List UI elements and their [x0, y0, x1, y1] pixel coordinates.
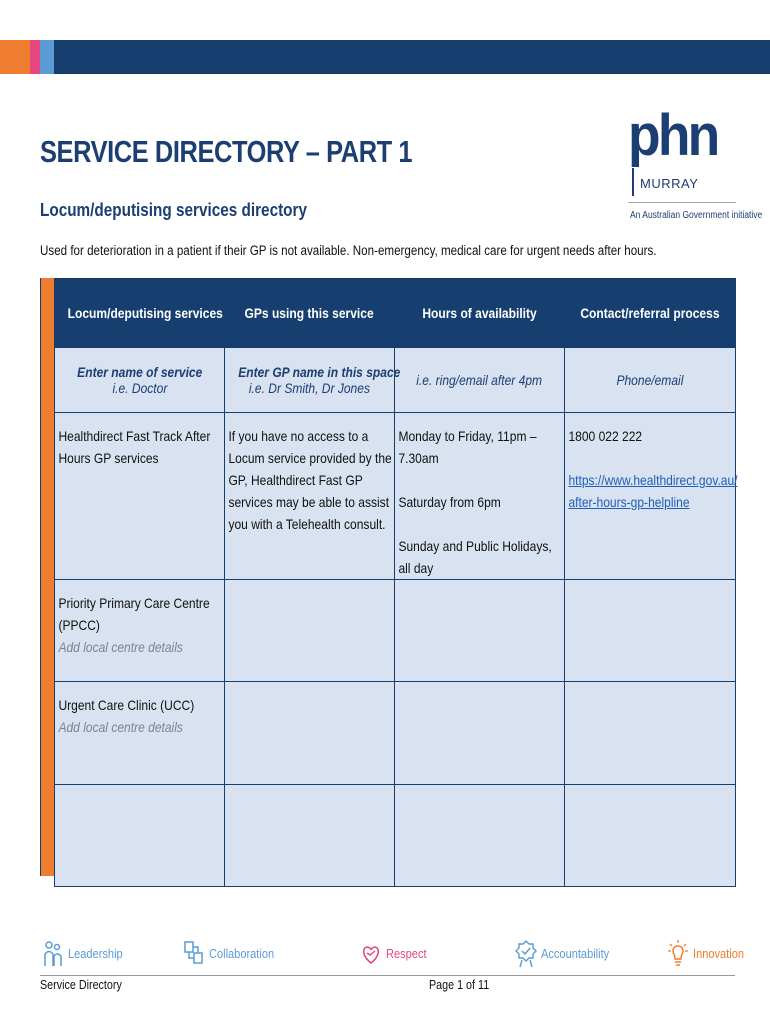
value-collaboration: Collaboration [183, 934, 286, 972]
footer-page-number: Page 1 of 11 [429, 978, 490, 992]
logo-region: MURRAY [640, 176, 699, 191]
guide-contact-cell[interactable]: Phone/email [565, 348, 736, 413]
logo-bar [632, 168, 634, 196]
column-header-service: Locum/deputising services [55, 279, 225, 348]
row1-gps: If you have no access to a Locum service provided by the GP, Healthdirect Fast GP services may be able to assist you with a Telehealth consult. [228, 428, 392, 532]
band-pink [30, 40, 40, 74]
row4-contact-cell[interactable] [565, 785, 736, 887]
column-header-gps: GPs using this service [225, 279, 395, 348]
row1-hours-sunday: Sunday and Public Holidays, all day [398, 538, 552, 576]
respect-icon [360, 938, 382, 968]
row4-hours-cell[interactable] [395, 785, 565, 887]
row1-hours-cell[interactable] [395, 413, 565, 580]
value-innovation: Innovation [667, 934, 753, 972]
row4-gps-cell[interactable] [225, 785, 395, 887]
footer-document-name: Service Directory [40, 978, 122, 992]
row3-service: Urgent Care Clinic (UCC) [58, 697, 195, 713]
column-header-hours: Hours of availability [395, 279, 565, 348]
values-strip [40, 934, 744, 972]
row2-hours-cell[interactable] [395, 580, 565, 682]
guide-hours-cell[interactable]: i.e. ring/email after 4pm [395, 348, 565, 413]
guide-gp-cell[interactable]: Enter GP name in this space i.e. Dr Smith, Dr Jones [225, 348, 395, 413]
row2-contact-cell[interactable] [565, 580, 736, 682]
intro-text: Used for deterioration in a patient if their GP is not available. Non-emergency, medical care for urgent needs after hours. [40, 243, 657, 258]
row3-hours-cell[interactable] [395, 682, 565, 785]
row1-gps-cell[interactable] [225, 413, 395, 580]
healthdirect-link-line1[interactable]: https://www.healthdirect.gov.au/ [568, 472, 738, 488]
phn-murray-logo [628, 103, 763, 221]
row1-service: Healthdirect Fast Track After Hours GP services [58, 428, 211, 466]
collaboration-icon [183, 938, 205, 968]
value-leadership: Leadership [42, 934, 132, 972]
row1-phone: 1800 022 222 [568, 428, 643, 444]
column-header-contact: Contact/referral process [565, 279, 736, 348]
value-respect: Respect [360, 934, 434, 972]
band-blue [40, 40, 54, 74]
row4-service-cell[interactable] [55, 785, 225, 887]
leadership-icon [42, 938, 64, 968]
guide-service-cell[interactable]: Enter name of service i.e. Doctor [55, 348, 225, 413]
footer-divider [40, 975, 735, 976]
row1-contact-cell[interactable] [565, 413, 736, 580]
band-navy [54, 40, 770, 74]
value-accountability: Accountability [515, 934, 621, 972]
page-subtitle: Locum/deputising services directory [40, 200, 307, 220]
row1-service-cell[interactable] [55, 413, 225, 580]
logo-wordmark: phn [628, 103, 718, 168]
logo-tagline: An Australian Government initiative [630, 210, 763, 221]
row3-note: Add local centre details [58, 719, 183, 735]
innovation-icon [667, 938, 689, 968]
table-accent-bar [40, 278, 55, 876]
row3-contact-cell[interactable] [565, 682, 736, 785]
logo-divider [628, 202, 736, 203]
row1-hours-saturday: Saturday from 6pm [398, 494, 501, 510]
row2-service: Priority Primary Care Centre (PPCC) [58, 595, 210, 633]
band-orange [0, 40, 30, 74]
row1-hours-weekday: Monday to Friday, 11pm – 7.30am [398, 428, 537, 466]
row2-gps-cell[interactable] [225, 580, 395, 682]
row2-note: Add local centre details [58, 639, 183, 655]
healthdirect-link-line2[interactable]: after-hours-gp-helpline [568, 494, 690, 510]
row3-service-cell[interactable] [55, 682, 225, 785]
accountability-icon [515, 938, 537, 968]
row2-service-cell[interactable] [55, 580, 225, 682]
row3-gps-cell[interactable] [225, 682, 395, 785]
page-title: SERVICE DIRECTORY – PART 1 [40, 134, 413, 169]
top-color-band [0, 40, 770, 74]
